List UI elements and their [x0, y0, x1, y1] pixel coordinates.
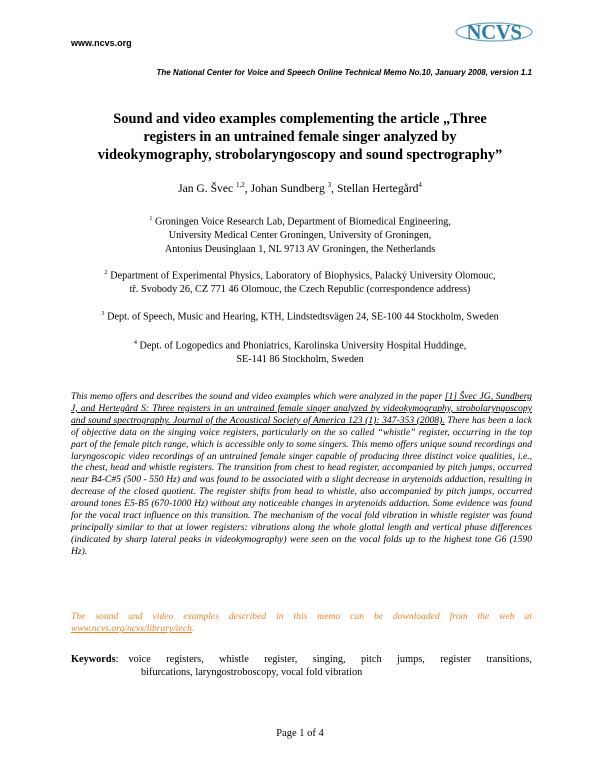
author-name: Jan G. Švec — [178, 181, 234, 195]
author-name: Stellan Hertegård — [336, 181, 419, 195]
affiliation-3 — [60, 307, 540, 324]
author-affiliation-number: 1,2 — [236, 181, 245, 189]
author-name: Johan Sundberg — [250, 181, 325, 195]
abstract — [71, 391, 532, 558]
affiliation-4 — [60, 336, 540, 367]
keywords-label: Keywords — [71, 654, 116, 665]
download-text: The sound and video examples described in this memo can be downloaded from the web at — [71, 611, 532, 622]
affiliation-number: 3 — [101, 310, 105, 317]
affiliation-line: tř. Svobody 26, CZ 771 46 Olomouc, the Czech Republic (correspondence address) — [129, 284, 471, 296]
keywords-colon: : — [115, 654, 119, 665]
affiliation-line: Antonius Deusinglaan 1, NL 9713 AV Groningen, the Netherlands — [164, 244, 436, 256]
abstract-body: There has been a lack of objective data on the singing voice registers, particularly on the so called “whistle” register, occurring in the top part of the female pitch range, which is accessible only to some singers. This memo offers unique sound recordings and laryngoscopic video recordings of an untrained female singer capable of producing three distinct voice qualities, i.e., the chest, head and whistle registers. The transition from chest to head register, accompanied by pitch jumps, occurred near B4-C#5 (500 - 550 Hz) and was found to be associated with a slight decrease in arytenoids adduction, resulting in decrease of the closed quotient. The register shifts from head to whistle, also accompanied by pitch jumps, occurred around tones E5-B5 (670-1000 Hz) without any noticeable changes in arytenoids adduction. Some evidence was found for the vocal tract influence on this transition. The mechanism of the vocal fold vibration in whistle register was found principally similar to that at lower registers: vibrations along the whole glottal length and vertical phase differences (indicated by sharp lateral peaks in videokymography) were seen on the vocal folds up to the highest tone G6 (1590 Hz). — [71, 414, 532, 557]
affiliation-number: 2 — [104, 269, 108, 276]
svg-text:NCVS: NCVS — [466, 20, 522, 44]
author-affiliation-number: 3 — [327, 181, 332, 189]
title-line-2: registers in an untrained female singer analyzed by — [143, 129, 457, 145]
abstract-intro: This memo offers and describes the sound and video examples which were analyzed in the paper — [71, 391, 443, 402]
keywords — [71, 653, 532, 679]
author-affiliation-number: 4 — [418, 181, 422, 189]
memo-line: The National Center for Voice and Speech Online Technical Memo No.10, January 2008, version 1.1 — [156, 68, 532, 77]
author-list: Jan G. Švec $^{1,2}$, Johan Sundberg $^3$, Stellan Hertegård$^4$ — [178, 181, 422, 195]
affiliation-number: 4 — [133, 339, 137, 346]
article-title — [60, 110, 540, 164]
affiliation-line: Department of Experimental Physics, Laboratory of Biophysics, Palacký University Olomouc, — [110, 270, 496, 282]
keywords-line-1: voice registers, whistle register, singing, pitch jumps, register transitions, — [128, 654, 532, 665]
header-url: www.ncvs.org — [71, 38, 132, 48]
download-end: . — [191, 623, 195, 635]
affiliation-line: University Medical Center Groningen, University of Groningen, — [168, 230, 432, 242]
page-number: Page 1 of 4 — [276, 728, 324, 739]
keywords-line-2: bifurcations, laryngostroboscopy, vocal fold vibration — [141, 667, 363, 678]
ncvs-logo — [454, 12, 534, 52]
affiliation-1 — [60, 212, 540, 257]
affiliation-line: SE-141 86 Stockholm, Sweden — [236, 354, 364, 366]
abstract-reference-link[interactable]: [1] Švec JG, Sundberg J, and Hertegård S: Three registers in an untrained female singer analyzed by videokymography, strobolaryngoscopy and sound spectrography. Journal of the Acoustical Society of America 123 (1): 347-353 (2008). — [71, 391, 532, 426]
title-line-3: videokymography, strobolaryngoscopy and sound spectrography” — [97, 147, 503, 163]
download-link[interactable]: www.ncvs.org/ncvs/library/tech — [71, 623, 192, 635]
affiliation-line: Groningen Voice Research Lab, Department of Biomedical Engineering, — [154, 216, 451, 228]
affiliation-2 — [60, 266, 540, 297]
affiliation-line: Dept. of Logopedics and Phoniatrics, Karolinska University Hospital Huddinge, — [139, 340, 467, 352]
title-line-1: Sound and video examples complementing the article „Three — [113, 111, 487, 127]
download-note — [71, 611, 532, 636]
affiliation-number: 1 — [149, 215, 153, 222]
affiliation-line: Dept. of Speech, Music and Hearing, KTH, Lindstedtsvägen 24, SE-100 44 Stockholm, Sweden — [107, 311, 499, 323]
